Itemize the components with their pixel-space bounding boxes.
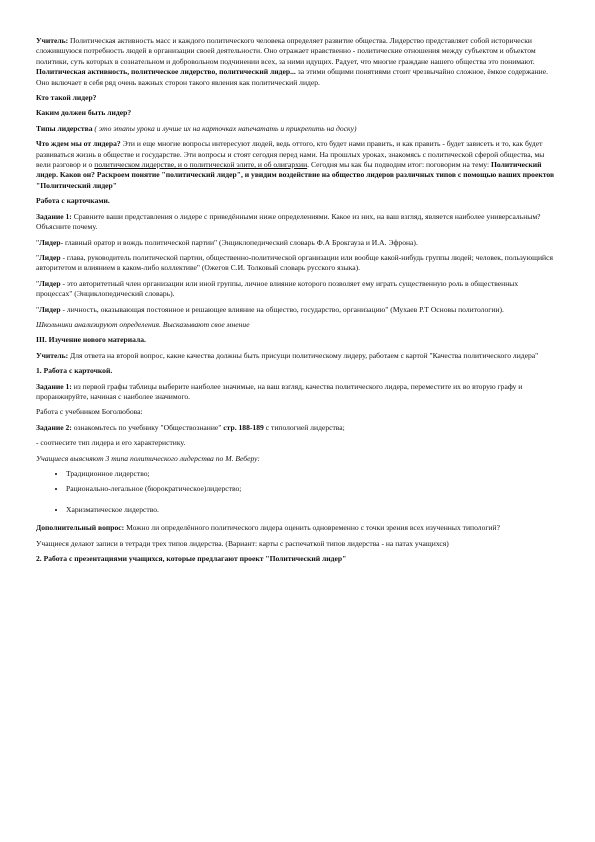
definition-term: Лидер	[39, 278, 61, 288]
section-3-heading: III. Изучение нового материала.	[36, 335, 146, 345]
leadership-types-label: Типы лидерства	[36, 123, 93, 133]
expectations-text: Эти и еще многие вопросы интересуют людей, ведь оттого, кто будет нами править, и как править - будет зависеть и то, как будет развиваться жизнь в обществе и государстве. Эти вопросы и стоят сегодня перед нами. На прошлых уроках, знакомясь с политической сферой общества, мы вели разговор и о	[36, 139, 545, 170]
definition-3	[36, 279, 556, 300]
compare-line: - соотнесите тип лидера и его характеристику.	[36, 438, 186, 448]
question-who-is-leader: Кто такой лидер?	[36, 93, 97, 103]
quote-mark: "	[36, 278, 40, 288]
extra-question-label: Дополнительный вопрос:	[36, 523, 125, 533]
task-1b-text: из первой графы таблицы выберите наиболее значимые, на ваш взгляд, качества политического лидера, переместите их во вторую графу и проранжируйте, начиная с наиболее значимого.	[36, 381, 523, 401]
task-1-paragraph	[36, 212, 556, 233]
task-2-pages: стр. 188-189	[223, 422, 264, 432]
expectations-question: Что ждем мы от лидера?	[36, 139, 121, 149]
weber-types-intro: Учащиеся выясняют 3 типа политического лидерства по М. Веберу:	[36, 453, 260, 463]
definition-text: - главный оратор и вождь политической партии" (Энциклопедический словарь Ф.А Брокгауза и И.А. Эфрона).	[60, 237, 418, 247]
teacher-qualities-paragraph	[36, 351, 556, 361]
definition-term: Лидер	[39, 304, 61, 314]
notes-paragraph: Учащиеся делают записи в тетради трех типов лидерства. (Вариант: карты с распечаткой типов лидерства - на патах учащихся)	[36, 538, 449, 548]
leadership-types-line	[36, 124, 556, 134]
textbook-line: Работа с учебником Боголюбова:	[36, 407, 143, 417]
leadership-types-note: ( это этапы урока и лучше их на карточках напечатать и прикрепить на доску)	[92, 123, 357, 133]
teacher-qualities-text: Для ответа на второй вопрос, какие качества должны быть присущи политическому лидеру, работаем с картой "Качества политического лидера"	[68, 350, 539, 360]
political-elite-link[interactable]: политическом лидерстве, и о политической элите, и об олигархии	[94, 160, 308, 170]
definition-text: - личность, оказывающая постоянное и решающее влияние на общество, государство, организацию" (Мухаев Р.Т Основы политологии).	[60, 304, 504, 314]
expectations-text-2: . Сегодня мы как бы подводим итог: поговорим на тему:	[307, 160, 491, 170]
list-item: • Рационально-легальное (бюрократическое)лидерство;	[66, 484, 556, 494]
students-analyze-note: Школьники анализируют определения. Высказывают свое мнение	[36, 319, 250, 329]
task-1b-label: Задание 1:	[36, 381, 72, 391]
task-2-paragraph	[36, 423, 556, 433]
intro-text-end: за этими общими понятиями стоит чрезвычайно сложное, ёмкое содержание. Оно включает в себя ряд очень важных сторон такого явления как политический лидер.	[36, 67, 548, 87]
quote-mark: "	[36, 237, 40, 247]
teacher-intro-paragraph	[36, 36, 556, 88]
document-page	[36, 36, 556, 569]
definition-2	[36, 253, 556, 274]
definition-1	[36, 238, 556, 248]
quote-mark: "	[36, 252, 40, 262]
definition-text: - глава, руководитель политической партии, общественно-политической организации или вообще какой-нибудь группы людей; человек, пользующийся авторитетом и влиянием в каком-либо коллективе" (Ожегов С.И. Толковый словарь русского языка).	[36, 252, 553, 273]
intro-bold-terms: Политическая активность, политическое лидерство, политический лидер...	[36, 67, 296, 77]
expectations-paragraph	[36, 139, 556, 191]
task-1-label: Задание 1:	[36, 211, 72, 221]
presentations-heading: 2. Работа с презентациями учащихся, которые предлагают проект "Политический лидер"	[36, 554, 347, 564]
list-item: • Традиционное лидерство;	[66, 469, 556, 479]
extra-question-paragraph	[36, 523, 556, 533]
teacher-label: Учитель:	[36, 350, 69, 360]
task-2-text-end: с типологией лидерства;	[263, 422, 345, 432]
extra-question-text: Можно ли определённого политического лидера оценить одновременно с точки зрения всех изученных типологий?	[124, 523, 500, 533]
task-2-label: Задание 2:	[36, 422, 72, 432]
list-item: • Харизматическое лидерство.	[66, 505, 556, 515]
lesson-topic: Политический лидер. Каков он? Раскроем понятие "политический лидер", и увидим воздействие на общество лидеров различных типов с помощью ваших проектов "Политический лидер"	[36, 160, 555, 190]
quote-mark: "	[36, 304, 40, 314]
teacher-label: Учитель:	[36, 36, 69, 45]
cards-work-heading: Работа с карточками.	[36, 196, 110, 206]
leadership-types-list	[36, 469, 556, 515]
definition-term: Лидер	[39, 237, 61, 247]
definition-text: - это авторитетный член организации или иной группы, личное влияние которого позволяет ему играть существенную роль в общественных процессах" (Энциклопедический словарь).	[36, 278, 519, 299]
task-1-text: Сравните ваши представления о лидере с приведёнными ниже определениями. Какое из них, на ваш взгляд, является наиболее универсальным? Объясните почему.	[36, 211, 541, 232]
task-2-text: ознакомьтесь по учебнику "Обществознание"	[71, 422, 224, 432]
intro-text: Политическая активность масс и каждого политического человека определяет развитие общества. Лидерство представляет собой исторически сложившуюся потребность людей в организации своей деятельности. Оно отражает нравственно - политические отношения между субъектом и объектом политики, суть которых в сознательном и добровольном подчинении всех, за ними идущих. Радует, что многие граждане нашего общества это понимают.	[36, 36, 536, 66]
definition-4	[36, 305, 556, 315]
card-work-heading: 1. Работа с карточкой.	[36, 366, 113, 376]
definition-term: Лидер	[39, 252, 61, 262]
question-what-leader-should-be: Каким должен быть лидер?	[36, 108, 132, 118]
task-1b-paragraph	[36, 382, 556, 403]
